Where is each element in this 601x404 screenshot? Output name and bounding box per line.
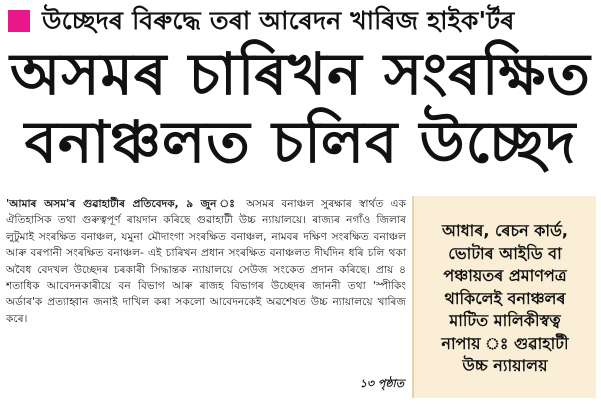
highlight-line: মাটিত মালিকীস্বত্ব <box>449 311 561 331</box>
highlight-line: নাপায় ঃ গুৱাহাটী <box>441 333 569 353</box>
pink-square-marker <box>8 10 30 32</box>
highlight-line: ভোটাৰ আইডি বা <box>448 243 562 263</box>
continued-page-ref: ১৩ পৃষ্ঠাত <box>359 376 404 390</box>
highlight-line: থাকিলেই বনাঞ্চলৰ <box>444 288 566 308</box>
kicker-line <box>6 4 596 38</box>
article-paragraph <box>6 196 406 327</box>
highlight-line: উচ্চ ন্যায়ালয় <box>462 356 548 376</box>
headline-line-1: অসমৰ চাৰিখন সংৰক্ষিত <box>10 40 591 108</box>
article-body <box>6 196 406 396</box>
kicker-text: উচ্ছেদৰ বিৰুদ্ধে তৰা আৰেদন খাৰিজ হাইক'ৰ্টৰ <box>42 6 515 35</box>
highlight-line: আধাৰ, ৰেচন কাৰ্ড, <box>442 220 568 240</box>
highlight-box-text <box>441 220 568 378</box>
headline-line-2: বনাঞ্চলত চলিব উচ্ছেদ <box>24 108 577 176</box>
headline <box>0 40 601 176</box>
article-text: অসমৰ বনাঞ্চল সুৰক্ষাৰ স্বাৰ্থত এক ঐতিহাসিক তথা গুৰুত্বপূৰ্ণ ৰায়দান কৰিছে গুৱাহাটী উচ্চ ন্যায়ালয়ে। ৰাজ্যৰ নগাঁও জিলাৰ লুটুমাই সংৰক্ষিত বনাঞ্চল, যমুনা মৌদাংগা সংৰক্ষিত বনাঞ্চল, নামবৰ দক্ষিণ সংৰক্ষিত বনাঞ্চল আৰু বৰপানী সংৰক্ষিত বনাঞ্চল- এই চাৰিখন প্ৰধান সংৰক্ষিত বনাঞ্চলত দীৰ্ঘদিন ধৰি চলি থকা অবৈধ বেদখল উচ্ছেদৰ চৰকাৰী সিদ্ধান্তক ন্যায়ালয়ে সেউজ সংকেত প্ৰদান কৰিছে। প্ৰায় ৪ শতাধিক আবেদনকাৰীয়ে বন বিভাগ আৰু ৰাজহ বিভাগৰ উচ্ছেদৰ জাননী তথা 'স্পীকিং অৰ্ডাৰ'ক প্ৰত্যাহ্বান জনাই দাখিল কৰা সকলো আবেদনকেই অৱশেষত উচ্চ ন্যায়ালয়ে খাৰিজ কৰে। <box>6 198 406 325</box>
highlight-line: পঞ্চায়তৰ প্ৰমাণপত্ৰ <box>443 266 567 286</box>
highlight-box <box>412 196 596 398</box>
continued-note <box>360 376 404 392</box>
article-dateline: 'আমাৰ অসম'ৰ গুৱাহাটীৰ প্ৰতিবেদক, ৯ জুন ঃ <box>6 198 239 210</box>
